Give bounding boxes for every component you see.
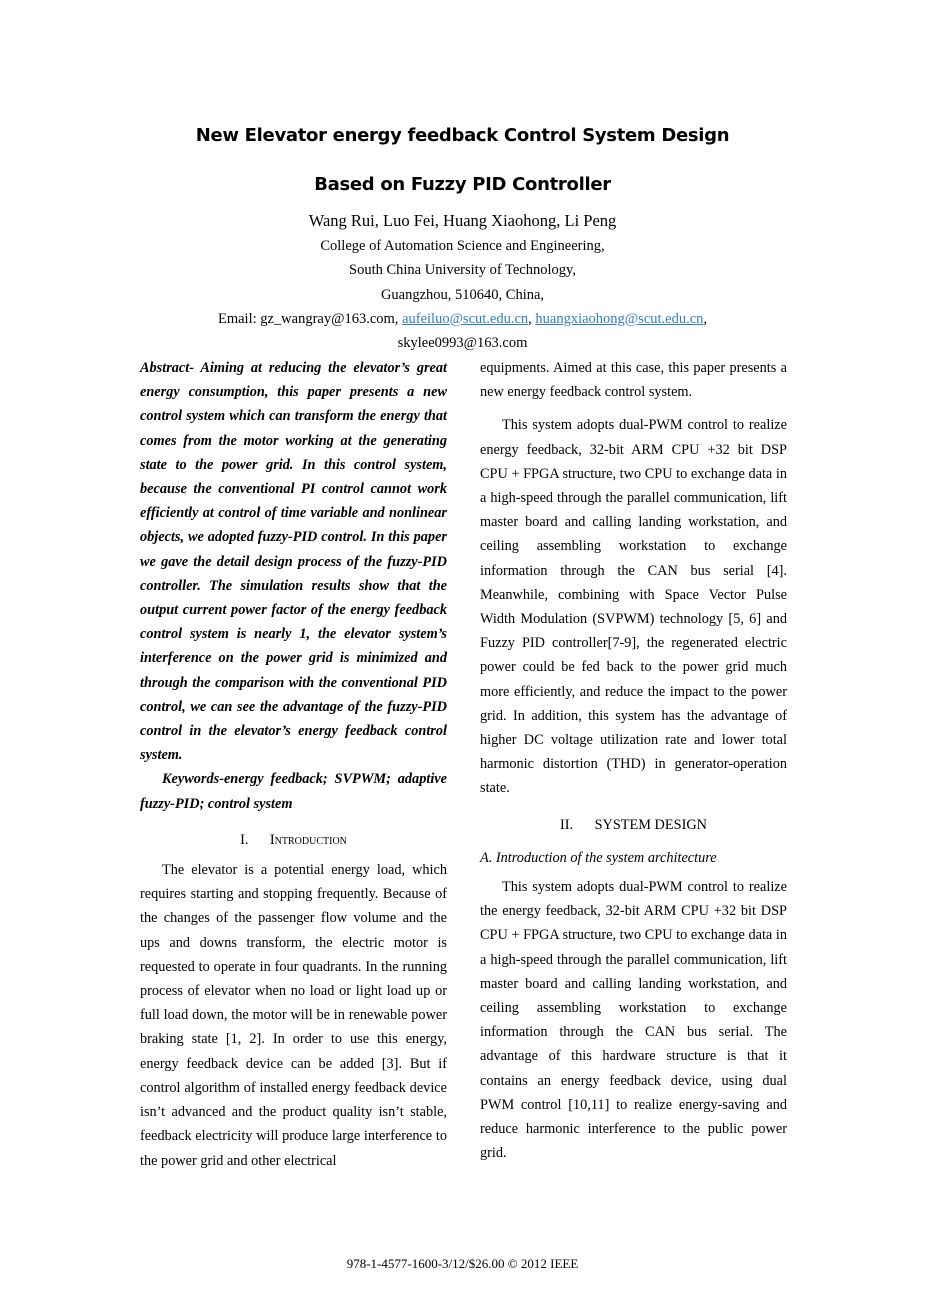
paragraph-system: This system adopts dual-PWM control to realize energy feedback, 32-bit ARM CPU +32 bit DSP CPU + FPGA structure, two CPU to exchange data in a high-speed through the parallel communication, lift master board and calling landing workstation, and ceiling assembling workstation to exchange information through the CAN bus serial [4]. Meanwhile, combining with Space Vector Pulse Width Modulation (SVPWM) technology [5, 6] and Fuzzy PID controller[7-9], the regenerated electric power could be fed back to the power grid much more efficiently, and reduce the impact to the power grid. In addition, this system has the advantage of higher DC voltage utilization rate and lower total harmonic distortion (THD) in generator-operation state. [480,417,787,797]
section-title: Introduction [269,831,347,848]
authors: Wang Rui, Luo Fei, Huang Xiaohong, Li Peng [308,211,617,230]
affiliation-line: South China University of Technology, [349,262,576,279]
footer-copyright: 978-1-4577-1600-3/12/$26.00 © 2012 IEEE [346,1256,579,1271]
section-heading-introduction [140,828,447,852]
section-heading-system-design [480,813,787,837]
affiliation-line: Guangzhou, 510640, China, [380,286,545,303]
paper-title-line1: New Elevator energy feedback Control System Design [195,125,730,146]
paper-title-line2: Based on Fuzzy PID Controller [314,174,611,195]
subsection-heading-a: A. Introduction of the system architecture [480,849,717,866]
intro-paragraph: The elevator is a potential energy load, which requires starting and stopping frequently. Because of the changes of the passenger flow volume and the ups and downs transform, the electric motor is requested to operate in four quadrants. In the running process of elevator when no load or light load up or full load down, the motor will be in renewable power braking state [1, 2]. In order to use this energy, energy feedback device can be added [3]. But if control algorithm of installed energy feedback device isn’t advanced and the product quality isn’t stable, feedback electricity will produce large interference to the power grid and other electrical [140,862,447,1169]
email-end: , [703,310,708,327]
email-line [0,307,925,331]
right-column [480,356,787,1166]
email-link-aufeiluo[interactable]: aufeiluo@scut.edu.cn [402,310,529,327]
section-number: II. [560,816,574,833]
paragraph-architecture: This system adopts dual-PWM control to realize the energy feedback, 32-bit ARM CPU +32 bit DSP CPU + FPGA structure, two CPU to exchange data in a high-speed through the parallel communication, lift master board and calling landing workstation, and ceiling assembling workstation to exchange information through the CAN bus serial. The advantage of this hardware structure is that it contains an energy feedback device, using dual PWM control [10,11] to realize energy-saving and reduce harmonic interference to the public power grid. [480,879,787,1162]
section-number: I. [240,831,249,848]
email-sep: , [528,310,536,327]
email-line-2: skylee0993@163.com [397,335,528,352]
keywords: Keywords-energy feedback; SVPWM; adaptive fuzzy-PID; control system [140,771,447,812]
intro-paragraph-cont: equipments. Aimed at this case, this paper presents a new energy feedback control system. [480,360,787,401]
left-column [140,356,447,1173]
section-title: SYSTEM DESIGN [594,816,707,833]
affiliation [0,234,925,355]
email-label: Email: gz_wangray@163.com, [217,310,403,327]
affiliation-line: College of Automation Science and Engineering, [320,238,605,254]
email-link-huangxiaohong[interactable]: huangxiaohong@scut.edu.cn [535,310,704,327]
abstract: Abstract- Aiming at reducing the elevator’s great energy consumption, this paper presents a new control system which can transform the energy that comes from the motor working at the generating state to the power grid. In this control system, because the conventional PI control cannot work efficiently at control of time variable and nonlinear objects, we adopted fuzzy-PID control. In this paper we gave the detail design process of the fuzzy-PID controller. The simulation results show that the output current power factor of the energy feedback control system is nearly 1, the elevator system’s interference on the power grid is minimized and through the comparison with the conventional PID control, we can see the advantage of the fuzzy-PID control in the elevator’s energy feedback control system. [140,360,447,764]
